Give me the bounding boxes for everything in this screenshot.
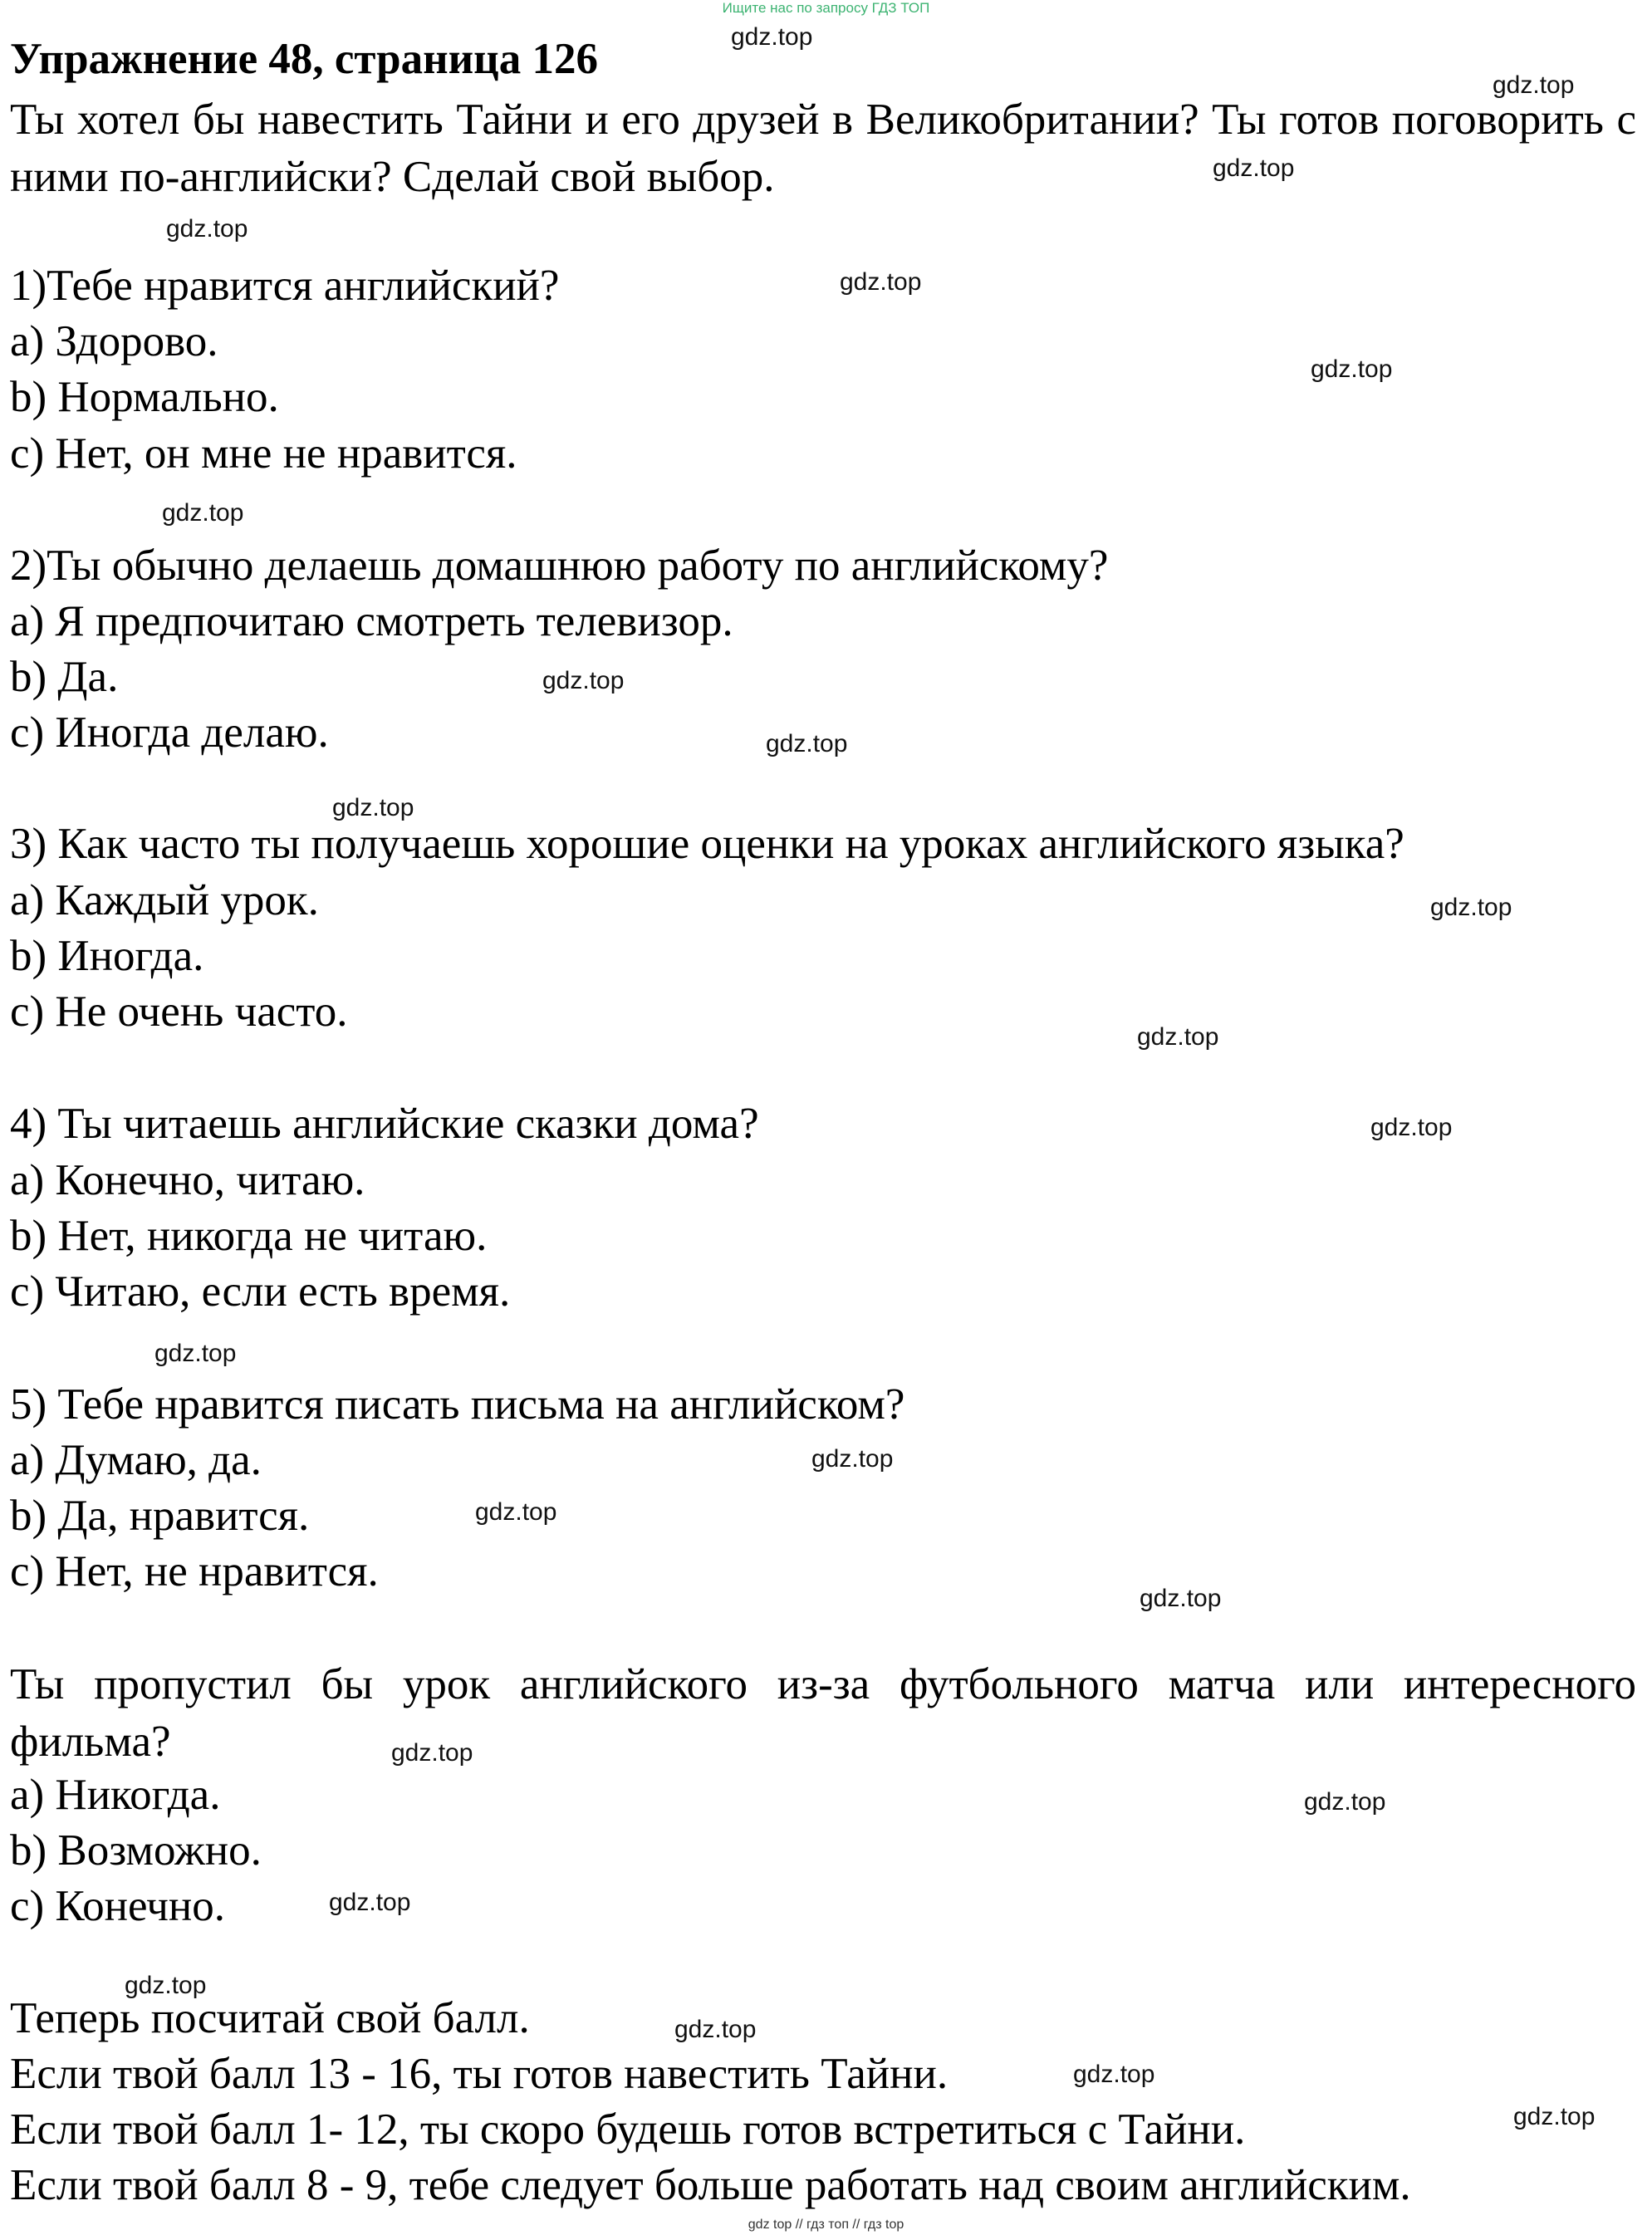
header-note: Ищите нас по запросу ГДЗ ТОП bbox=[722, 0, 930, 16]
watermark: gdz.top bbox=[731, 23, 813, 51]
question-1: 1)Тебе нравится английский? bbox=[10, 262, 560, 310]
question-5-option-c: c) Нет, не нравится. bbox=[10, 1547, 379, 1595]
watermark: gdz.top bbox=[840, 268, 922, 296]
question-1-option-a: a) Здорово. bbox=[10, 317, 218, 365]
question-4-option-b: b) Нет, никогда не читаю. bbox=[10, 1212, 488, 1260]
scoring-range-8-9: Если твой балл 8 - 9, тебе следует больше работать над своим английским. bbox=[10, 2161, 1411, 2209]
scoring-range-13-16: Если твой балл 13 - 16, ты готов навестить Тайни. bbox=[10, 2050, 949, 2098]
watermark: gdz.top bbox=[811, 1445, 894, 1473]
watermark: gdz.top bbox=[166, 215, 248, 243]
watermark: gdz.top bbox=[1304, 1788, 1386, 1816]
watermark: gdz.top bbox=[1137, 1023, 1219, 1051]
question-2-option-a: a) Я предпочитаю смотреть телевизор. bbox=[10, 597, 733, 645]
watermark: gdz.top bbox=[332, 794, 414, 821]
question-1-option-c: c) Нет, он мне не нравится. bbox=[10, 429, 517, 478]
watermark: gdz.top bbox=[329, 1889, 411, 1916]
watermark: gdz.top bbox=[1213, 154, 1295, 182]
watermark: gdz.top bbox=[1513, 2103, 1596, 2130]
watermark: gdz.top bbox=[162, 499, 244, 527]
watermark: gdz.top bbox=[1311, 355, 1393, 383]
scoring-range-1-12: Если твой балл 1- 12, ты скоро будешь готов встретиться с Тайни. bbox=[10, 2105, 1246, 2154]
footer-note: gdz top // гдз топ // гдз top bbox=[748, 2218, 904, 2232]
intro-paragraph: Ты хотел бы навестить Тайни и его друзей в Великобритании? Ты готов поговорить с ними по-английски? Сделай свой выбор. bbox=[10, 96, 1636, 201]
question-3-option-a: a) Каждый урок. bbox=[10, 876, 319, 924]
watermark: gdz.top bbox=[1493, 71, 1575, 99]
watermark: gdz.top bbox=[1073, 2061, 1155, 2088]
question-2-option-b: b) Да. bbox=[10, 653, 119, 701]
page-title: Упражнение 48, страница 126 bbox=[10, 35, 598, 83]
watermark: gdz.top bbox=[125, 1972, 207, 1999]
question-2: 2)Ты обычно делаешь домашнюю работу по английскому? bbox=[10, 542, 1109, 590]
question-5-option-b: b) Да, нравится. bbox=[10, 1492, 310, 1540]
scoring-instruction: Теперь посчитай свой балл. bbox=[10, 1994, 530, 2042]
question-1-option-b: b) Нормально. bbox=[10, 373, 279, 421]
question-6-option-b: b) Возможно. bbox=[10, 1826, 262, 1875]
question-3-option-c: c) Не очень часто. bbox=[10, 988, 348, 1036]
watermark: gdz.top bbox=[1370, 1114, 1453, 1141]
question-2-option-c: c) Иногда делаю. bbox=[10, 708, 329, 757]
question-5: 5) Тебе нравится писать письма на английском? bbox=[10, 1380, 905, 1429]
question-4: 4) Ты читаешь английские сказки дома? bbox=[10, 1100, 759, 1148]
watermark: gdz.top bbox=[1430, 894, 1512, 921]
question-4-option-c: c) Читаю, если есть время. bbox=[10, 1267, 511, 1316]
watermark: gdz.top bbox=[391, 1739, 473, 1767]
question-3: 3) Как часто ты получаешь хорошие оценки на уроках английского языка? bbox=[10, 820, 1404, 868]
watermark: gdz.top bbox=[475, 1498, 557, 1526]
watermark: gdz.top bbox=[154, 1340, 237, 1367]
question-6-option-c: c) Конечно. bbox=[10, 1882, 225, 1930]
watermark: gdz.top bbox=[1140, 1585, 1222, 1612]
watermark: gdz.top bbox=[674, 2016, 757, 2043]
question-3-option-b: b) Иногда. bbox=[10, 932, 204, 980]
watermark: gdz.top bbox=[766, 730, 848, 757]
question-5-option-a: a) Думаю, да. bbox=[10, 1436, 262, 1484]
question-4-option-a: a) Конечно, читаю. bbox=[10, 1156, 365, 1204]
question-6: Ты пропустил бы урок английского из-за футбольного матча или интересного фильма? bbox=[10, 1660, 1636, 1766]
question-6-option-a: a) Никогда. bbox=[10, 1771, 221, 1819]
watermark: gdz.top bbox=[542, 667, 625, 694]
